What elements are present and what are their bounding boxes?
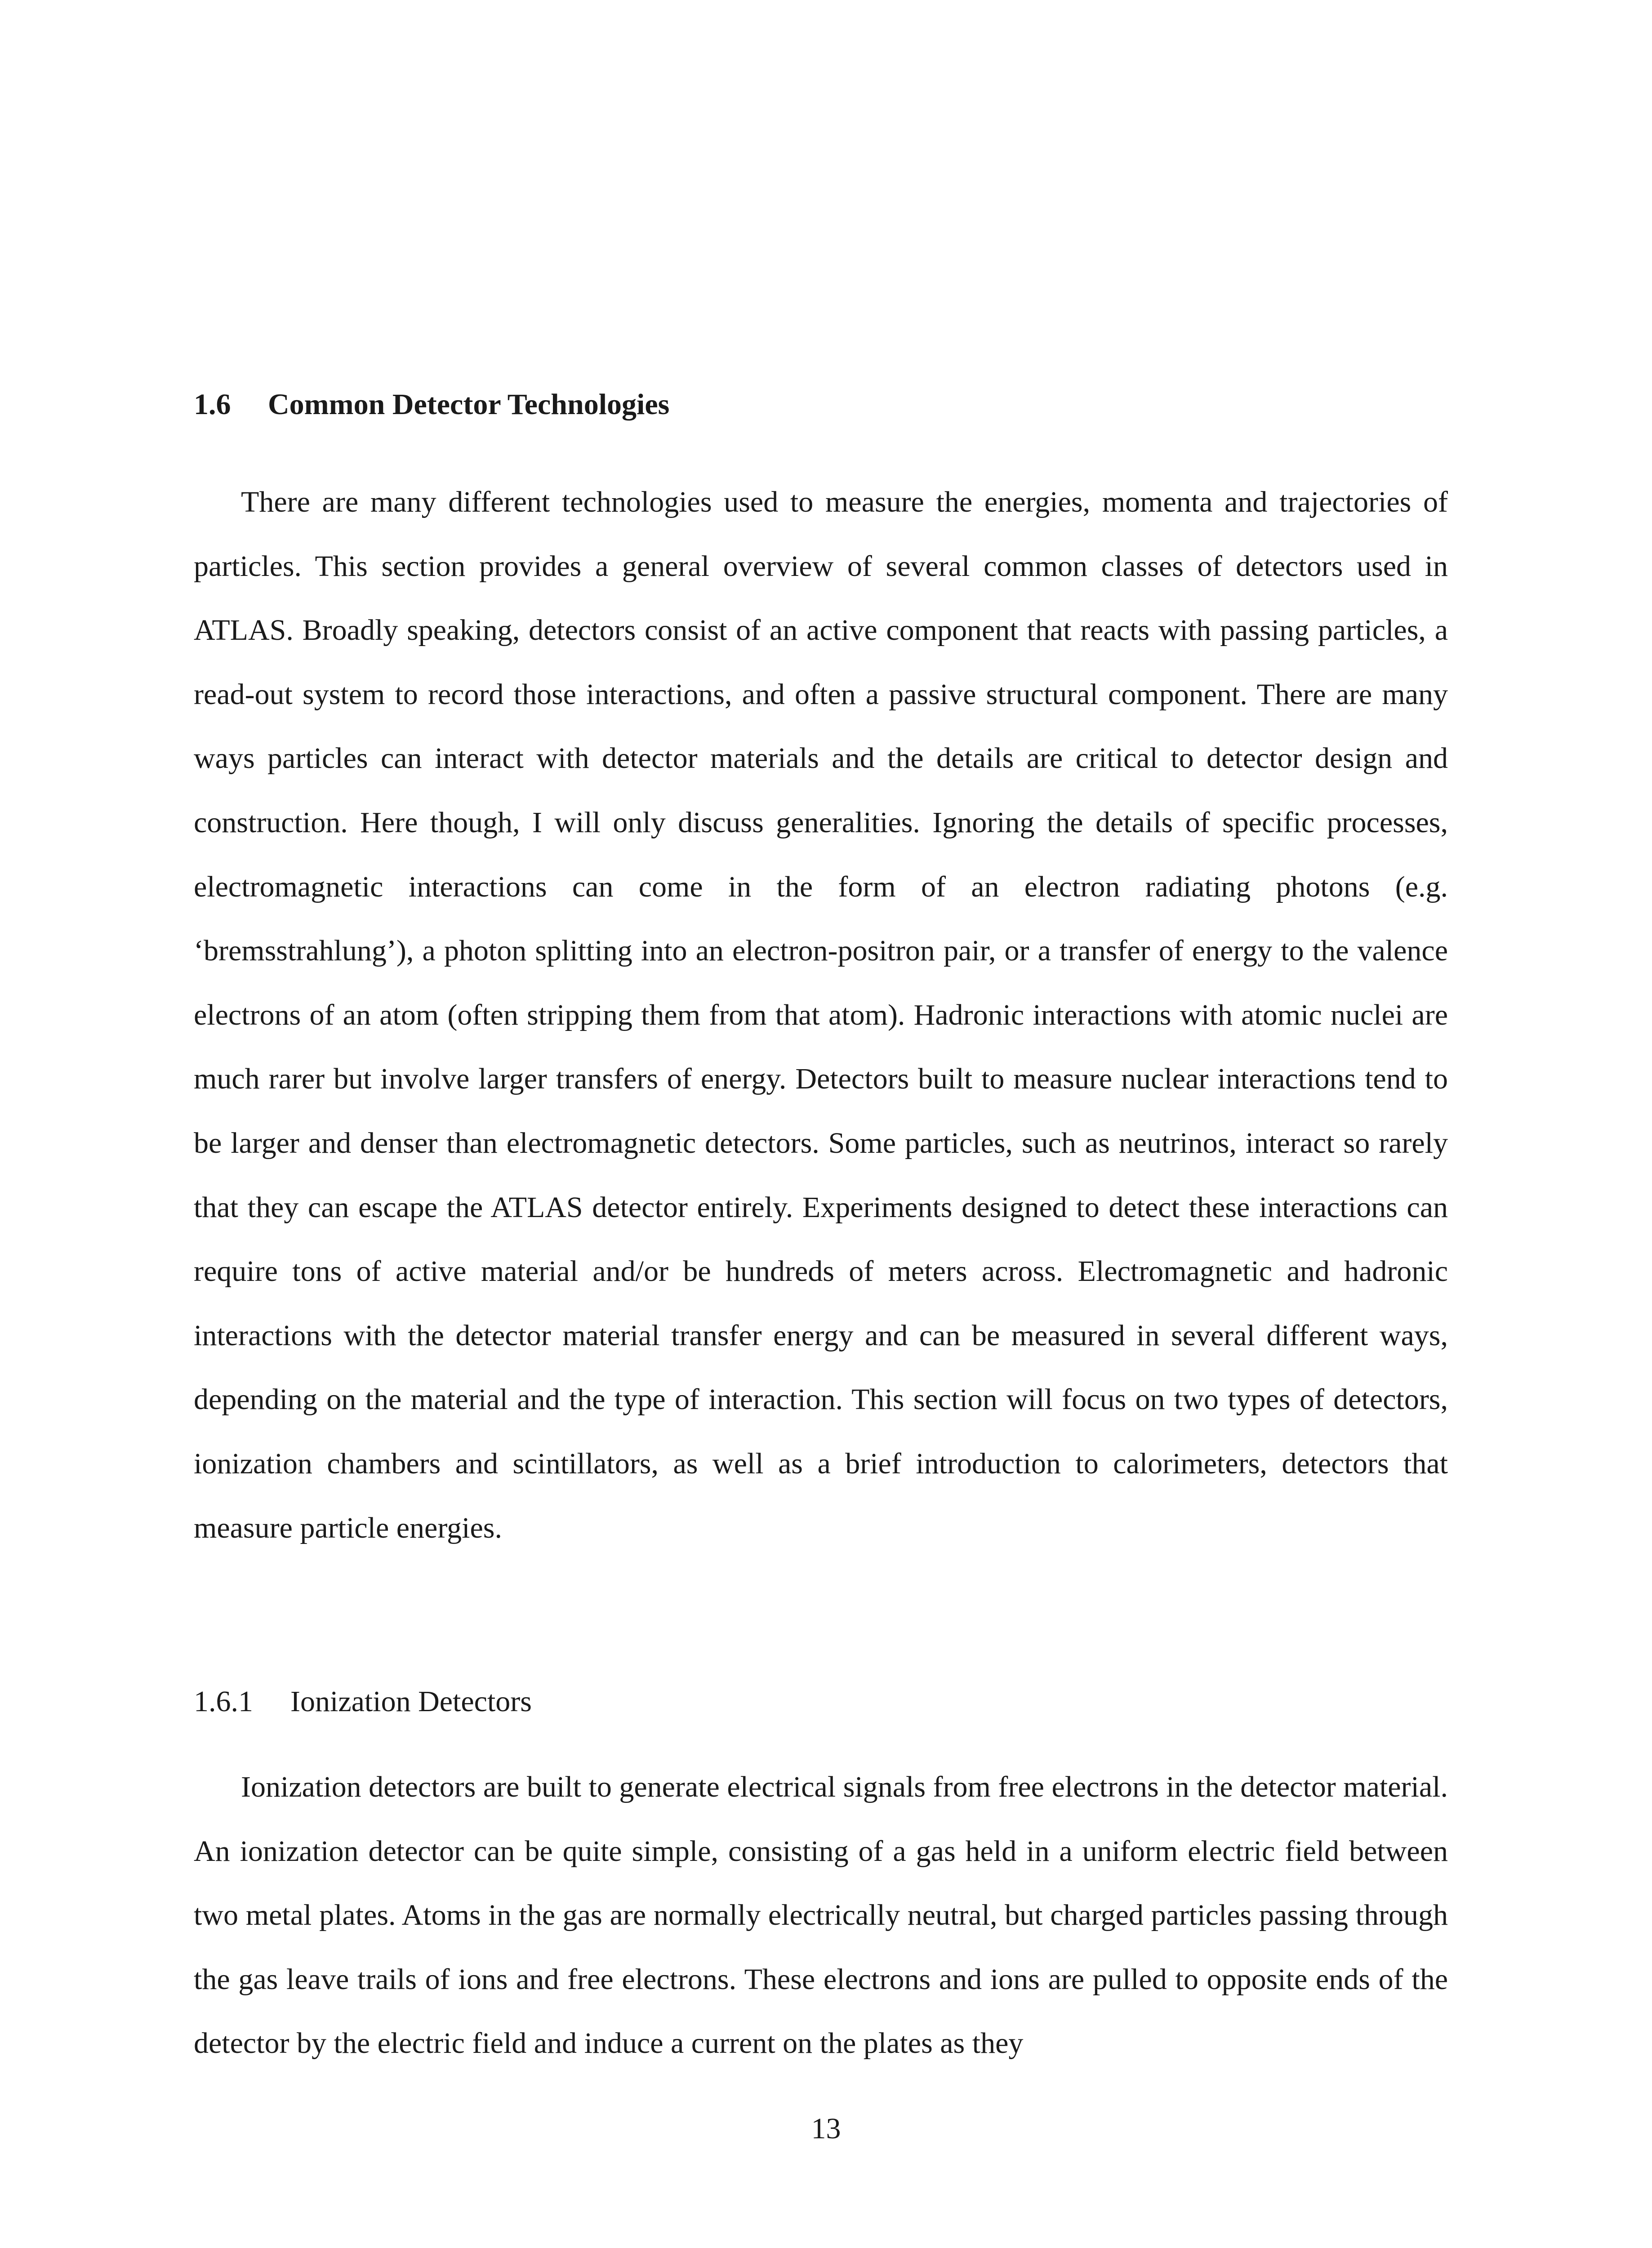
section-heading bbox=[194, 384, 1448, 425]
body-paragraph-1: There are many different technologies used to measure the energies, momenta and trajectories of particles. This section provides a general overview of several common classes of detectors used in ATLAS. Broadly speaking, detectors consist of an active component that reacts with passing particles, a read-out system to record those interactions, and often a passive structural component. There are many ways particles can interact with detector materials and the details are critical to detector design and construction. Here though, I will only discuss generalities. Ignoring the details of specific processes, electromagnetic interactions can come in the form of an electron radiating photons (e.g. ‘bremsstrahlung’), a photon splitting into an electron-positron pair, or a transfer of energy to the valence electrons of an atom (often stripping them from that atom). Hadronic interactions with atomic nuclei are much rarer but involve larger transfers of energy. Detectors built to measure nuclear interactions tend to be larger and denser than electromagnetic detectors. Some particles, such as neutrinos, interact so rarely that they can escape the ATLAS detector entirely. Experiments designed to detect these interactions can require tons of active material and/or be hundreds of meters across. Electromagnetic and hadronic interactions with the detector material transfer energy and can be measured in several different ways, depending on the material and the type of interaction. This section will focus on two types of detectors, ionization chambers and scintillators, as well as a brief introduction to calorimeters, detectors that measure particle energies. bbox=[194, 486, 1448, 1544]
section-title: Common Detector Technologies bbox=[268, 388, 670, 421]
body-paragraph-2: Ionization detectors are built to generate electrical signals from free electrons in the detector material. An ionization detector can be quite simple, consisting of a gas held in a uniform electric field between two metal plates. Atoms in the gas are normally electrically neutral, but charged particles passing through the gas leave trails of ions and free electrons. These electrons and ions are pulled to opposite ends of the detector by the electric field and induce a current on the plates as they bbox=[194, 1771, 1448, 2060]
page-number: 13 bbox=[811, 2112, 841, 2145]
subsection-heading bbox=[194, 1682, 1448, 1722]
section-number: 1.6 bbox=[194, 388, 231, 421]
subsection-number: 1.6.1 bbox=[194, 1685, 253, 1718]
subsection-title: Ionization Detectors bbox=[290, 1685, 532, 1718]
